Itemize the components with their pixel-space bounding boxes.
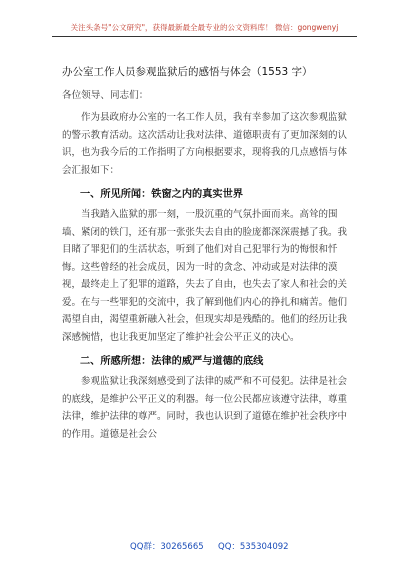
section-heading-2: 二、所感所想：法律的威严与道德的底线 <box>80 356 264 367</box>
header-banner <box>52 22 357 37</box>
section-2-paragraph: 参观监狱让我深刻感受到了法律的威严和不可侵犯。法律是社会的底线，是维护公平正义的利器。每一位公民都应该遵守法律，尊重法律，维护法律的尊严。同时，我也认识到了道德在维护社会秩序中的作用。道德是社会公 <box>62 376 348 440</box>
document-body <box>62 64 352 449</box>
header-notice: 关注头条号"公文研究"，获得最新最全最专业的公文资料库！ 微信：gongwenyj <box>70 23 339 32</box>
section-heading-1: 一、所见所闻：铁窗之内的真实世界 <box>80 189 243 200</box>
intro-paragraph: 作为县政府办公室的一名工作人员，我有幸参加了这次参观监狱的警示教育活动。这次活动让我对法律、道德职责有了更加深刻的认识，也为我今后的工作指明了方向根据要求，现将我的几点感悟与体会汇报如下： <box>62 112 348 176</box>
salutation: 各位领导、同志们： <box>62 90 149 101</box>
section-1-paragraph: 当我踏入监狱的那一刻，一股沉重的气氛扑面而来。高耸的围墙、紧闭的铁门，还有那一张张失去自由的脸庞都深深震撼了我。我目睹了罪犯们的生活状态，听到了他们对自己犯罪行为的悔恨和忏悔。这些曾经的社会成员，因为一时的贪念、冲动或是对法律的漠视，最终走上了犯罪的道路，失去了自由，也失去了家人和社会的关爱。在与一些罪犯的交流中，我了解到他们内心的挣扎和痛苦。他们渴望自由，渴望重新融入社会，但现实却是残酷的。他们的经历让我深感惋惜，也让我更加坚定了维护社会公平正义的决心。 <box>62 209 348 343</box>
footer-contacts <box>0 540 408 554</box>
qq-group-link[interactable]: QQ群：30265665 <box>130 542 204 552</box>
qq-contact-link[interactable]: QQ：535304092 <box>218 542 289 552</box>
document-title: 办公室工作人员参观监狱后的感悟与体会（1553 字） <box>62 66 313 78</box>
